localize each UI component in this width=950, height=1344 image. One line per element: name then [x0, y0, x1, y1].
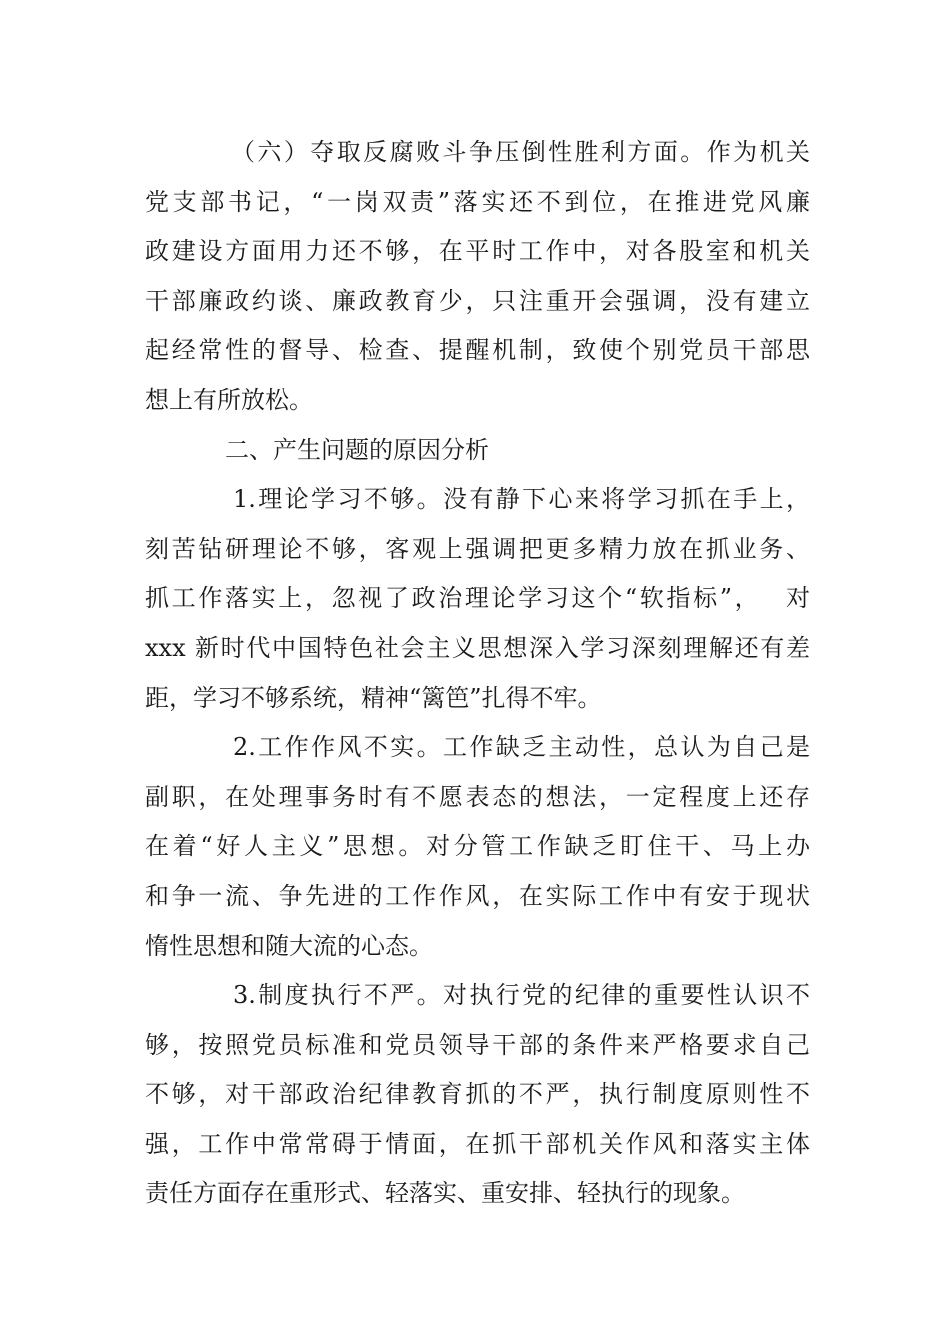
text-line: 政建设方面用力还不够，在平时工作中，对各股室和机关: [145, 237, 810, 266]
text-line: 不够，对干部政治纪律教育抓的不严，执行制度原则性不: [145, 1080, 810, 1109]
text-line: 和争一流、争先进的工作作风，在实际工作中有安于现状: [145, 881, 810, 910]
text-line: 刻苦钻研理论不够，客观上强调把更多精力放在抓业务、: [145, 534, 810, 563]
text-line: 党支部书记，“一岗双责”落实还不到位，在推进党风廉: [145, 187, 810, 216]
heading-text: 二、产生问题的原因分析: [225, 435, 489, 464]
text-line: [145, 574, 810, 624]
paragraph-cause-3: [145, 971, 810, 1219]
paragraph-cause-2: [145, 723, 810, 971]
text-line: 3.制度执行不严。对执行党的纪律的重要性认识不: [233, 981, 810, 1010]
text-line: 想上有所放松。: [145, 385, 313, 414]
text-line: 1.理论学习不够。没有静下心来将学习抓在手上，: [233, 485, 810, 514]
text-line: 在着“好人主义”思想。对分管工作缺乏盯住干、马上办: [145, 832, 810, 861]
document-page: [145, 128, 810, 1219]
text-line: 2.工作作风不实。工作缺乏主动性，总认为自己是: [233, 733, 810, 762]
text-segment: 对: [783, 584, 811, 613]
text-line: 距，学习不够系统，精神“篱笆”扎得不牢。: [145, 683, 602, 712]
text-segment: 抓工作落实上，忽视了政治理论学习这个“软指标”，: [145, 584, 762, 613]
text-line: 责任方面存在重形式、轻落实、重安排、轻执行的现象。: [145, 1179, 745, 1208]
text-line: （六）夺取反腐败斗争压倒性胜利方面。作为机关: [231, 138, 810, 166]
paragraph-section-6: [145, 128, 810, 426]
text-line: 强，工作中常常碍于情面，在抓干部机关作风和落实主体: [145, 1129, 810, 1158]
text-line: 惰性思想和随大流的心态。: [145, 931, 433, 960]
text-line: 干部廉政约谈、廉政教育少，只注重开会强调，没有建立: [145, 286, 810, 315]
text-line: xxx 新时代中国特色社会主义思想深入学习深刻理解还有差: [145, 633, 810, 662]
section-heading: [145, 426, 810, 476]
text-line: 副职，在处理事务时有不愿表态的想法，一定程度上还存: [145, 782, 810, 811]
text-line: 起经常性的督导、检查、提醒机制，致使个别党员干部思: [145, 336, 810, 365]
text-line: 够，按照党员标准和党员领导干部的条件来严格要求自己: [145, 1030, 810, 1059]
paragraph-cause-1: [145, 475, 810, 723]
